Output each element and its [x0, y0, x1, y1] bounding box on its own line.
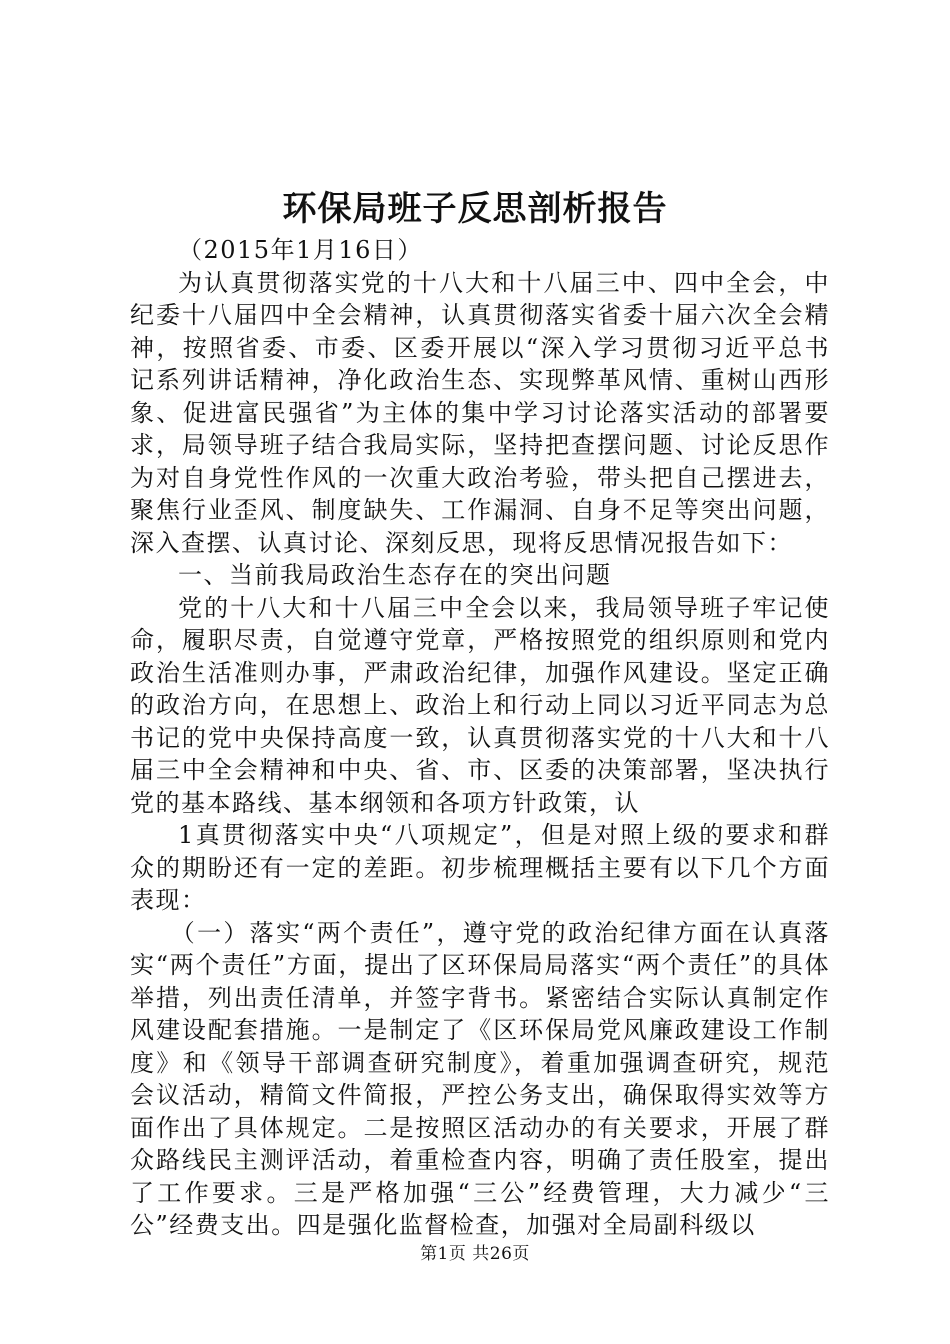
date-line: （2015年1月16日） [178, 236, 423, 264]
document-body [130, 234, 830, 1242]
document-title: 环保局班子反思剖析报告 [282, 189, 668, 229]
paragraph-intro: 为认真贯彻落实党的十八大和十八届三中、四中全会，中纪委十八届四中全会精神，认真贯彻落实省委十届六次全会精神，按照省委、市委、区委开展以“深入学习贯彻习近平总书记系列讲话精神，净化政治生态、实现弊革风情、重树山西形象、促进富民强省”为主体的集中学习讨论落实活动的部署要求，局领导班子结合我局实际，坚持把查摆问题、讨论反思作为对自身党性作风的一次重大政治考验，带头把自己摆进去，聚焦行业歪风、制度缺失、工作漏洞、自身不足等突出问题，深入查摆、认真讨论、深刻反思，现将反思情况报告如下： [130, 268, 830, 557]
section-heading: 一、当前我局政治生态存在的突出问题 [178, 561, 612, 589]
paragraph-continuation: 1真贯彻落实中央“八项规定”，但是对照上级的要求和群众的期盼还有一定的差距。初步梳理概括主要有以下几个方面表现： [130, 821, 830, 914]
page-footer: 第1页 共26页 [420, 1244, 530, 1264]
paragraph-section-one: 党的十八大和十八届三中全会以来，我局领导班子牢记使命，履职尽责，自觉遵守党章，严格按照党的组织原则和党内政治生活准则办事，严肃政治纪律，加强作风建设。坚定正确的政治方向，在思想上、政治上和行动上同以习近平同志为总书记的党中央保持高度一致，认真贯彻落实党的十八大和十八届三中全会精神和中央、省、市、区委的决策部署，坚决执行党的基本路线、基本纲领和各项方针政策，认 [130, 593, 830, 817]
paragraph-subsection-one: （一）落实“两个责任”，遵守党的政治纪律方面在认真落实“两个责任”方面，提出了区环保局局落实“两个责任”的具体举措，列出责任清单，并签字背书。紧密结合实际认真制定作风建设配套措施。一是制定了《区环保局党风廉政建设工作制度》和《领导干部调查研究制度》，着重加强调查研究，规范会议活动，精简文件简报，严控公务支出，确保取得实效等方面作出了具体规定。二是按照区活动办的有关要求，开展了群众路线民主测评活动，着重检查内容，明确了责任股室，提出了工作要求。三是严格加强“三公”经费管理，大力减少“三公”经费支出。四是强化监督检查，加强对全局副科级以 [130, 918, 830, 1239]
